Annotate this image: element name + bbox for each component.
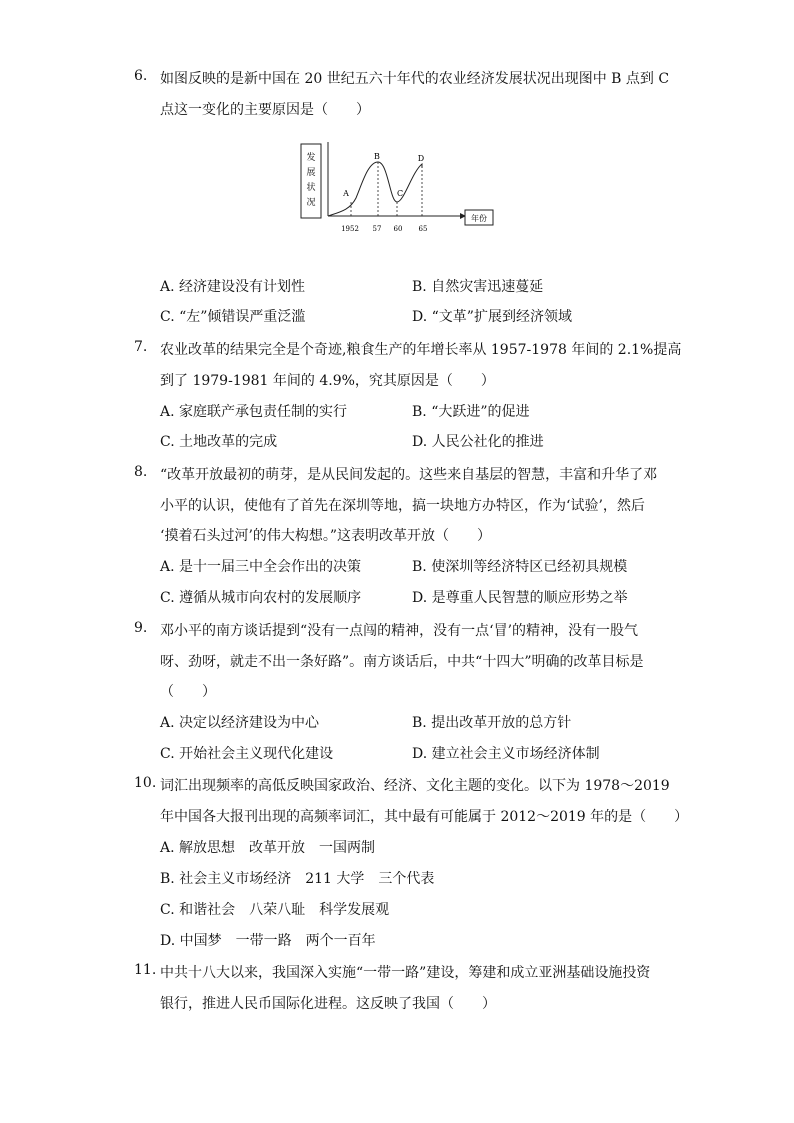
option-a[interactable]: A. 是十一届三中全会作出的决策 bbox=[160, 559, 362, 575]
option-c[interactable]: C. “左”倾错误严重泛滥 bbox=[160, 309, 306, 325]
point-label-c: C bbox=[396, 189, 404, 198]
question-text-line: （ ） bbox=[160, 684, 216, 700]
ylabel-char: 发 bbox=[306, 153, 316, 163]
option-a[interactable]: A. 决定以经济建设为中心 bbox=[160, 715, 320, 731]
question-number: 7. bbox=[134, 339, 148, 355]
ylabel-char: 展 bbox=[306, 168, 316, 178]
option-a[interactable]: A. 经济建设没有计划性 bbox=[160, 279, 306, 295]
question-number: 10. bbox=[134, 775, 157, 791]
question-text-line: ‘摸着石头过河’的伟大构想。”这表明改革开放（ ） bbox=[160, 528, 492, 544]
option-d[interactable]: D. 人民公社化的推进 bbox=[412, 434, 544, 450]
question-number: 6. bbox=[134, 68, 148, 84]
question-text-line: 银行，推进人民币国际化进程。这反映了我国（ ） bbox=[160, 996, 496, 1012]
option-b[interactable]: B. “大跃进”的促进 bbox=[412, 404, 530, 420]
option-d[interactable]: D. “文革”扩展到经济领域 bbox=[412, 309, 572, 325]
point-label-d: D bbox=[417, 154, 425, 163]
question-text-line: 邓小平的南方谈话提到“没有一点闯的精神，没有一点‘冒’的精神，没有一股气 bbox=[160, 623, 639, 639]
option-d[interactable]: D. 建立社会主义市场经济体制 bbox=[412, 746, 600, 762]
option-c[interactable]: C. 土地改革的完成 bbox=[160, 434, 278, 450]
option-b[interactable]: B. 社会主义市场经济 211 大学 三个代表 bbox=[160, 871, 435, 887]
option-b[interactable]: B. 自然灾害迅速蔓延 bbox=[412, 279, 544, 295]
option-a[interactable]: A. 家庭联产承包责任制的实行 bbox=[160, 404, 348, 420]
option-d[interactable]: D. 是尊重人民智慧的顺应形势之举 bbox=[412, 590, 628, 606]
question-text-line: 农业改革的结果完全是个奇迹,粮食生产的年增长率从 1957-1978 年间的 2.1%提高 bbox=[160, 342, 682, 358]
question-text-line: 点这一变化的主要原因是（ ） bbox=[160, 102, 370, 118]
point-label-a: A bbox=[343, 189, 349, 198]
option-b[interactable]: B. 提出改革开放的总方针 bbox=[412, 715, 572, 731]
question-number: 11. bbox=[134, 962, 157, 978]
question-text-line: 如图反映的是新中国在 20 世纪五六十年代的农业经济发展状况出现图中 B 点到 C bbox=[160, 71, 670, 87]
option-b[interactable]: B. 使深圳等经济特区已经初具规模 bbox=[412, 559, 628, 575]
question-text-line: 中共十八大以来，我国深入实施“一带一路”建设，筹建和成立亚洲基础设施投资 bbox=[160, 965, 651, 981]
question-number: 9. bbox=[134, 620, 148, 636]
option-c[interactable]: C. 开始社会主义现代化建设 bbox=[160, 746, 334, 762]
point-label-b: B bbox=[374, 152, 380, 161]
option-c[interactable]: C. 遵循从城市向农村的发展顺序 bbox=[160, 590, 362, 606]
option-d[interactable]: D. 中国梦 一带一路 两个一百年 bbox=[160, 933, 376, 949]
question-text-line: 年中国各大报刊出现的高频率词汇，其中最有可能属于 2012～2019 年的是（ ） bbox=[160, 809, 689, 825]
question-text-line: 到了 1979-1981 年间的 4.9%，究其原因是（ ） bbox=[160, 373, 495, 389]
development-curve bbox=[328, 162, 422, 216]
question-text-line: “改革开放最初的萌芽，是从民间发起的。这些来自基层的智慧，丰富和升华了邓 bbox=[160, 467, 658, 483]
question-number: 8. bbox=[134, 464, 148, 480]
question-text-line: 呀、劲呀，就走不出一条好路”。南方谈话后，中共“十四大”明确的改革目标是 bbox=[160, 654, 644, 670]
question-text-line: 小平的认识，使他有了首先在深圳等地，搞一块地方办特区，作为‘试验’，然后 bbox=[160, 498, 645, 514]
option-a[interactable]: A. 解放思想 改革开放 一国两制 bbox=[160, 840, 376, 856]
question-text-line: 词汇出现频率的高低反映国家政治、经济、文化主题的变化。以下为 1978～2019 bbox=[160, 778, 670, 794]
tick-label: 57 bbox=[372, 225, 382, 233]
tick-label: 65 bbox=[418, 225, 428, 233]
tick-label: 60 bbox=[393, 225, 403, 233]
agriculture-development-figure bbox=[300, 140, 500, 240]
tick-label: 1952 bbox=[341, 225, 359, 233]
ylabel-char: 状 bbox=[306, 183, 316, 193]
ylabel-char: 况 bbox=[306, 198, 316, 208]
xlabel: 年份 bbox=[471, 214, 487, 223]
option-c[interactable]: C. 和谐社会 八荣八耻 科学发展观 bbox=[160, 902, 390, 918]
